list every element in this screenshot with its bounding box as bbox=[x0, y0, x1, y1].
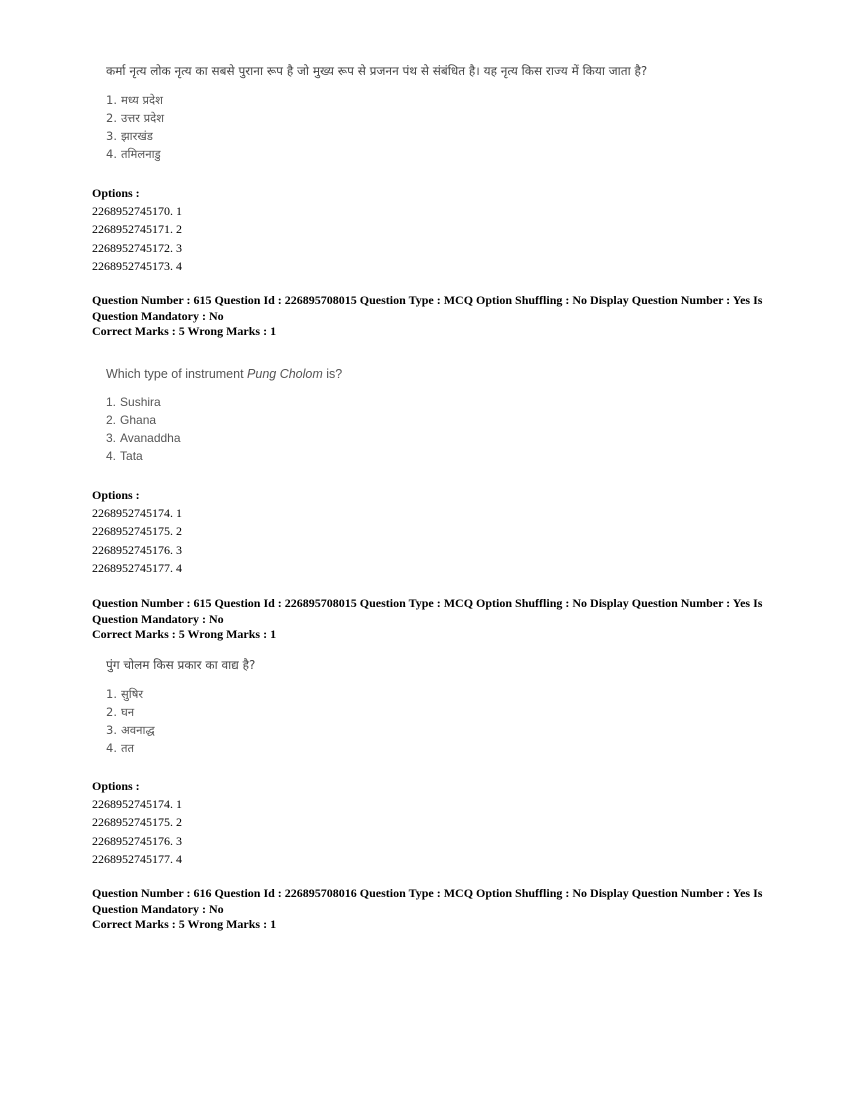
question-meta-615 bbox=[92, 596, 772, 643]
choice-list bbox=[106, 91, 746, 163]
choice-label: Ghana bbox=[120, 413, 157, 427]
choice-number: 3. bbox=[106, 129, 117, 143]
options-title: Options : bbox=[92, 779, 140, 793]
options-block bbox=[92, 777, 182, 868]
choice-label: सुषिर bbox=[120, 687, 144, 701]
choice-number: 4. bbox=[106, 449, 117, 463]
question-meta-616 bbox=[92, 886, 772, 933]
option-id: 2268952745174. 1 bbox=[92, 506, 182, 521]
choice-label: Sushira bbox=[120, 395, 161, 409]
choice-label: Avanaddha bbox=[120, 431, 181, 445]
choice-number: 1. bbox=[106, 395, 117, 409]
option-id: 2268952745172. 3 bbox=[92, 240, 182, 255]
question-meta-line: Question Number : 615 Question Id : 226895708015 Question Type : MCQ Option Shuffling : No Display Question Number : Yes Is Question Mandatory : No bbox=[92, 596, 763, 626]
options-title: Options : bbox=[92, 488, 140, 502]
option-id: 2268952745177. 4 bbox=[92, 851, 182, 866]
choice-item bbox=[106, 739, 746, 757]
choice-number: 4. bbox=[106, 741, 117, 755]
option-id: 2268952745176. 3 bbox=[92, 833, 182, 848]
choice-item bbox=[106, 91, 746, 109]
choice-item bbox=[106, 109, 746, 127]
choice-label: उत्तर प्रदेश bbox=[120, 111, 165, 125]
choice-label: तमिलनाडु bbox=[120, 147, 161, 161]
choice-item bbox=[106, 145, 746, 163]
option-id: 2268952745176. 3 bbox=[92, 542, 182, 557]
choice-item bbox=[106, 703, 746, 721]
choice-list bbox=[106, 685, 746, 757]
question-615-english bbox=[106, 367, 746, 465]
choice-number: 2. bbox=[106, 413, 117, 427]
question-614-hindi bbox=[106, 62, 746, 163]
choice-label: घन bbox=[120, 705, 135, 719]
choice-label: Tata bbox=[120, 449, 143, 463]
question-meta-line: Question Number : 616 Question Id : 226895708016 Question Type : MCQ Option Shuffling : No Display Question Number : Yes Is Question Mandatory : No bbox=[92, 886, 763, 916]
question-text-prefix: Which type of instrument bbox=[106, 367, 248, 381]
choice-number: 2. bbox=[106, 705, 117, 719]
question-meta-615 bbox=[92, 293, 772, 340]
option-id: 2268952745174. 1 bbox=[92, 797, 182, 812]
choice-item bbox=[106, 393, 746, 411]
choice-item bbox=[106, 447, 746, 465]
choice-label: मध्य प्रदेश bbox=[120, 93, 163, 107]
choice-item bbox=[106, 411, 746, 429]
choice-label: अवनाद्ध bbox=[120, 723, 155, 737]
question-text: पुंग चोलम किस प्रकार का वाद्य है? bbox=[106, 658, 256, 672]
choice-number: 2. bbox=[106, 111, 117, 125]
option-id: 2268952745175. 2 bbox=[92, 524, 182, 539]
choice-number: 1. bbox=[106, 687, 117, 701]
choice-number: 3. bbox=[106, 723, 117, 737]
option-id: 2268952745175. 2 bbox=[92, 815, 182, 830]
question-text: कर्मा नृत्य लोक नृत्य का सबसे पुराना रूप है जो मुख्य रूप से प्रजनन पंथ से संबंधित है। यह नृत्य किस राज्य में किया जाता है? bbox=[106, 64, 648, 78]
choice-label: झारखंड bbox=[120, 129, 153, 143]
marks-line: Correct Marks : 5 Wrong Marks : 1 bbox=[92, 324, 277, 338]
question-text bbox=[106, 367, 746, 381]
option-id: 2268952745173. 4 bbox=[92, 258, 182, 273]
marks-line: Correct Marks : 5 Wrong Marks : 1 bbox=[92, 917, 277, 931]
question-615-hindi bbox=[106, 656, 746, 757]
option-id: 2268952745177. 4 bbox=[92, 560, 182, 575]
question-text-italic: Pung Cholom bbox=[247, 367, 323, 381]
choice-number: 3. bbox=[106, 431, 117, 445]
choice-item bbox=[106, 685, 746, 703]
choice-number: 1. bbox=[106, 93, 117, 107]
choice-item bbox=[106, 429, 746, 447]
choice-number: 4. bbox=[106, 147, 117, 161]
question-meta-line: Question Number : 615 Question Id : 226895708015 Question Type : MCQ Option Shuffling : No Display Question Number : Yes Is Question Mandatory : No bbox=[92, 293, 763, 323]
option-id: 2268952745171. 2 bbox=[92, 222, 182, 237]
choice-item bbox=[106, 721, 746, 739]
choice-label: तत bbox=[120, 741, 135, 755]
options-block bbox=[92, 184, 182, 275]
choice-list bbox=[106, 393, 746, 465]
options-title: Options : bbox=[92, 186, 140, 200]
marks-line: Correct Marks : 5 Wrong Marks : 1 bbox=[92, 627, 277, 641]
question-text-suffix: is? bbox=[322, 367, 343, 381]
option-id: 2268952745170. 1 bbox=[92, 204, 182, 219]
choice-item bbox=[106, 127, 746, 145]
options-block bbox=[92, 486, 182, 577]
